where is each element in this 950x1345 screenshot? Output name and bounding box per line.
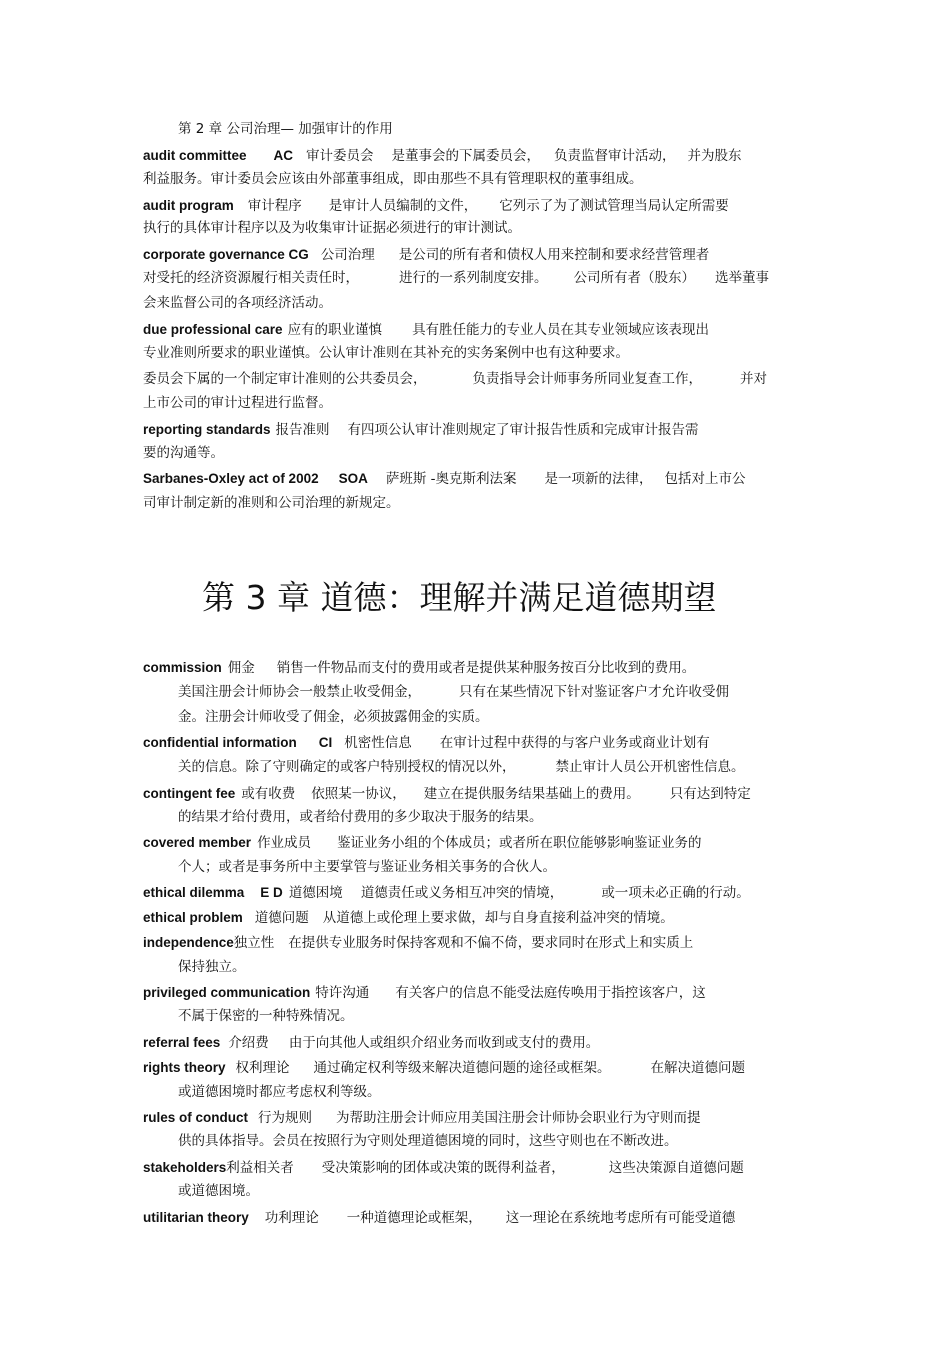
glossary-entry-stakeholders <box>143 1159 744 1177</box>
glossary-entry-reporting-standards <box>143 421 699 439</box>
term: audit committee <box>143 148 247 163</box>
term: contingent fee <box>143 786 236 801</box>
glossary-entry-ethical-dilemma <box>143 884 750 902</box>
term-chinese: 佣金 <box>227 660 255 676</box>
definition-text: 负责监督审计活动， <box>554 148 676 164</box>
definition-text: 在解决道德问题 <box>650 1060 746 1076</box>
definition-line: 会来监督公司的各项经济活动。 <box>143 295 332 311</box>
definition-line: 个人；或者是事务所中主要掌管与鉴证业务相关事务的合伙人。 <box>178 859 556 875</box>
term: reporting standards <box>143 422 271 437</box>
term-chinese: 审计程序 <box>247 198 302 214</box>
definition-text: 或一项未必正确的行动。 <box>601 885 750 901</box>
definition-text: 具有胜任能力的专业人员在其专业领域应该表现出 <box>412 322 710 338</box>
definition-text: 它列示了为了测试管理当局认定所需要 <box>499 198 729 214</box>
definition-text: 只有达到特定 <box>669 786 751 802</box>
term: ethical problem <box>143 910 243 925</box>
definition-line: 或道德困境。 <box>178 1183 259 1199</box>
term: Sarbanes-Oxley act of 2002 <box>143 471 319 486</box>
glossary-entry-contingent-fee <box>143 785 751 803</box>
term: ethical dilemma <box>143 885 245 900</box>
definition-line: 司审计制定新的准则和公司治理的新规定。 <box>143 495 400 511</box>
definition-text: 委员会下属的一个制定审计准则的公共委员会， <box>143 371 427 387</box>
term: stakeholders <box>143 1160 227 1175</box>
glossary-entry-audit-program <box>143 197 729 215</box>
definition-text: 鉴证业务小组的个体成员；或者所在职位能够影响鉴证业务的 <box>337 835 702 851</box>
definition-text: 建立在提供服务结果基础上的费用。 <box>423 786 640 802</box>
definition-text: 公司所有者（股东） <box>573 270 695 286</box>
term: corporate governance CG <box>143 247 309 262</box>
term-chinese: 介绍费 <box>228 1035 269 1051</box>
definition-text: 是董事会的下属委员会， <box>391 148 541 164</box>
definition-text: 选举董事 <box>715 270 769 286</box>
definition-text: 并对 <box>740 371 767 387</box>
glossary-entry-independence <box>143 934 693 952</box>
definition-text: 是一项新的法律， <box>544 471 653 487</box>
glossary-entry-privileged-communication <box>143 984 706 1002</box>
glossary-entry-confidential-information <box>143 734 710 752</box>
term: rights theory <box>143 1060 226 1075</box>
term-chinese: 萨班斯 -奥克斯利法案 <box>385 471 517 487</box>
glossary-entry-covered-member <box>143 834 702 852</box>
term-abbr: E D <box>260 885 283 900</box>
definition-text: 受决策影响的团体或决策的既得利益者， <box>321 1160 565 1176</box>
term-chinese: 或有收费 <box>241 786 296 802</box>
glossary-entry-rules-of-conduct <box>143 1109 701 1127</box>
term-chinese: 道德问题 <box>254 910 309 926</box>
term-abbr: SOA <box>338 471 368 486</box>
definition-text: 是审计人员编制的文件， <box>328 198 478 214</box>
definition-text: 一种道德理论或框架， <box>346 1210 482 1226</box>
definition-text: 销售一件物品而支付的费用或者是提供某种服务按百分比收到的费用。 <box>276 660 696 676</box>
definition-text: 依照某一协议， <box>311 786 406 802</box>
definition-text: 关的信息。除了守则确定的或客户特别授权的情况以外， <box>178 759 516 775</box>
definition-line <box>178 758 745 776</box>
definition-text: 由于向其他人或组织介绍业务而收到或支付的费用。 <box>288 1035 600 1051</box>
term-abbr: CI <box>318 735 333 750</box>
definition-text: 进行的一系列制度安排。 <box>399 270 548 286</box>
definition-text: 并为股东 <box>687 148 742 164</box>
term: referral fees <box>143 1035 221 1050</box>
definition-text: 包括对上市公 <box>664 471 746 487</box>
term-chinese: 作业成员 <box>257 835 312 851</box>
glossary-entry-ethical-problem <box>143 909 674 927</box>
definition-text: 通过确定权利等级来解决道德问题的途径或框架。 <box>313 1060 611 1076</box>
definition-line <box>143 370 767 388</box>
term-chinese: 报告准则 <box>275 422 330 438</box>
definition-text: 在审计过程中获得的与客户业务或商业计划有 <box>439 735 710 751</box>
term-chinese: 道德困境 <box>288 885 343 901</box>
definition-line: 利益服务。审计委员会应该由外部董事组成，即由那些不具有管理职权的董事组成。 <box>143 171 643 187</box>
definition-text: 禁止审计人员公开机密性信息。 <box>555 759 745 775</box>
definition-text: 道德责任或义务相互冲突的情境， <box>360 885 564 901</box>
definition-line: 不属于保密的一种特殊情况。 <box>178 1008 354 1024</box>
definition-text: 有四项公认审计准则规定了审计报告性质和完成审计报告需 <box>347 422 699 438</box>
definition-text: 为帮助注册会计师应用美国注册会计师协会职业行为守则而提 <box>336 1110 701 1126</box>
definition-line <box>178 683 729 701</box>
definition-line: 供的具体指导。会员在按照行为守则处理道德困境的同时，这些守则也在不断改进。 <box>178 1133 678 1149</box>
glossary-entry-referral-fees <box>143 1034 599 1052</box>
term-chinese: 审计委员会 <box>306 148 374 164</box>
term-chinese: 行为规则 <box>258 1110 313 1126</box>
definition-text: 有关客户的信息不能受法庭传唤用于指控该客户，这 <box>395 985 706 1001</box>
glossary-entry-due-professional-care <box>143 321 709 339</box>
definition-line: 或道德困境时都应考虑权利等级。 <box>178 1084 381 1100</box>
term-chinese: 机密性信息 <box>344 735 412 751</box>
term: independence <box>143 935 234 950</box>
definition-line <box>143 269 769 287</box>
chapter-3-heading: 第 3 章 道德：理解并满足道德期望 <box>202 578 717 617</box>
definition-text: 从道德上或伦理上要求做，却与自身直接利益冲突的情境。 <box>322 910 674 926</box>
chapter-2-heading: 第 2 章 公司治理— 加强审计的作用 <box>178 121 393 137</box>
term-chinese: 特许沟通 <box>315 985 370 1001</box>
definition-line: 执行的具体审计程序以及为收集审计证据必须进行的审计测试。 <box>143 220 521 236</box>
definition-text: 在提供专业服务时保持客观和不偏不倚，要求同时在形式上和实质上 <box>288 935 694 951</box>
definition-line: 金。注册会计师收受了佣金，必须披露佣金的实质。 <box>178 709 489 725</box>
definition-text: 负责指导会计师事务所同业复查工作， <box>472 371 702 387</box>
definition-text: 这些决策源自道德问题 <box>608 1160 744 1176</box>
term: rules of conduct <box>143 1110 249 1125</box>
definition-line: 上市公司的审计过程进行监督。 <box>143 395 332 411</box>
term-abbr: AC <box>273 148 294 163</box>
term: confidential information <box>143 735 297 750</box>
definition-text: 对受托的经济资源履行相关责任时， <box>143 270 359 286</box>
term: privileged communication <box>143 985 311 1000</box>
term-chinese: 独立性 <box>233 935 275 951</box>
glossary-entry-sarbanes-oxley <box>143 470 746 488</box>
term: commission <box>143 660 222 675</box>
glossary-entry-corporate-governance <box>143 246 709 264</box>
term: utilitarian theory <box>143 1210 249 1225</box>
term-chinese: 功利理论 <box>264 1210 319 1226</box>
term: audit program <box>143 198 234 213</box>
definition-line: 的结果才给付费用，或者给付费用的多少取决于服务的结果。 <box>178 809 543 825</box>
definition-text: 这一理论在系统地考虑所有可能受道德 <box>505 1210 736 1226</box>
term-chinese: 公司治理 <box>320 247 375 263</box>
glossary-entry-audit-committee <box>143 147 742 165</box>
definition-line: 专业准则所要求的职业谨慎。公认审计准则在其补充的实务案例中也有这种要求。 <box>143 345 629 361</box>
definition-text: 美国注册会计师协会一般禁止收受佣金， <box>178 684 421 700</box>
definition-line: 保持独立。 <box>178 959 246 975</box>
term-chinese: 应有的职业谨慎 <box>287 322 383 338</box>
term: due professional care <box>143 322 283 337</box>
glossary-entry-rights-theory <box>143 1059 745 1077</box>
term: covered member <box>143 835 252 850</box>
glossary-entry-utilitarian-theory <box>143 1209 735 1227</box>
definition-text: 只有在某些情况下针对鉴证客户才允许收受佣 <box>459 684 729 700</box>
glossary-entry-commission <box>143 659 695 677</box>
term-chinese: 利益相关者 <box>226 1160 294 1176</box>
term-chinese: 权利理论 <box>235 1060 290 1076</box>
definition-line: 要的沟通等。 <box>143 445 224 461</box>
definition-text: 是公司的所有者和债权人用来控制和要求经营管理者 <box>398 247 710 263</box>
